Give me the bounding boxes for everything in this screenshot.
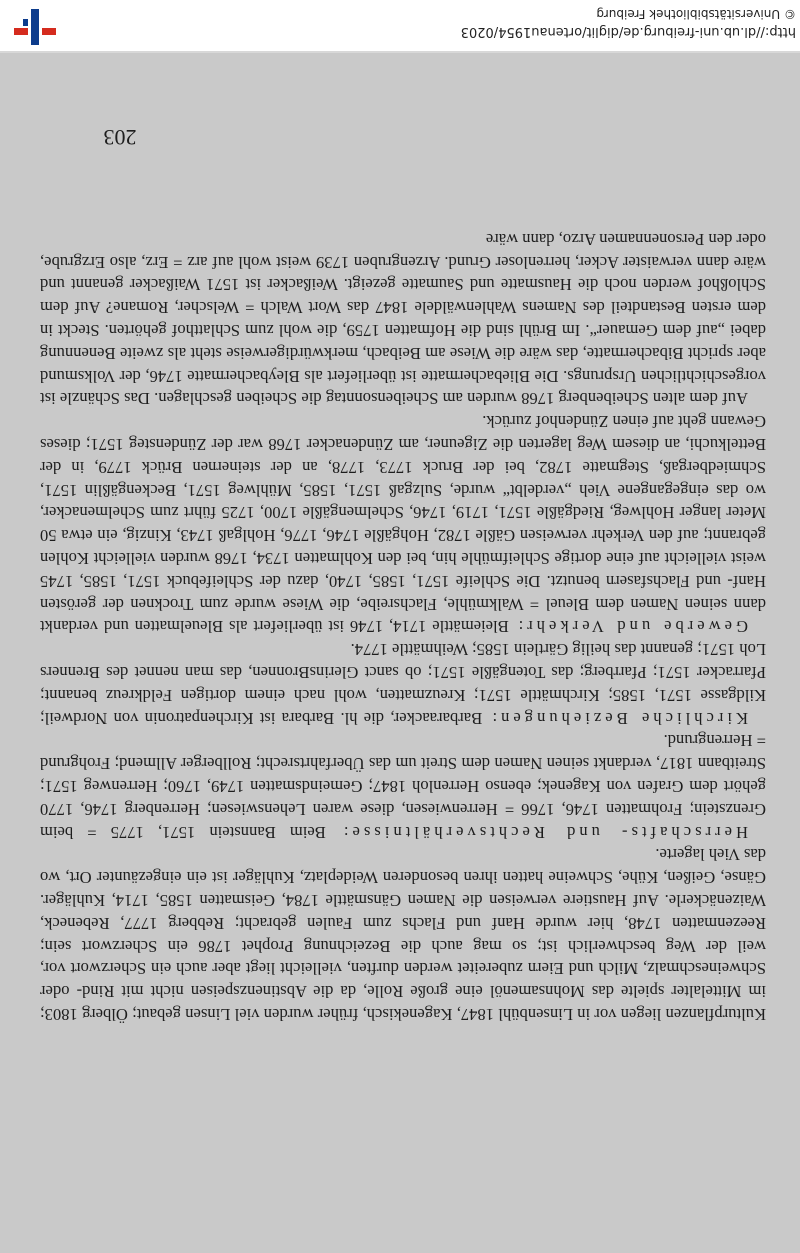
viewer-footer (0, 0, 800, 53)
paragraph-trade (40, 409, 766, 637)
paragraph-text: Beim Bannstein 1571, 1775 = beim Grenzstein; Frohmatten 1746, 1766 = Herrenwiesen, diese waren Lehenswiesen; Herrenberg 1746, 1770 gehört dem Grafen von Kagenek; ebenso Herrenloh 1847; Gemeindsmatten 1749, 1760; Herrenweg 1571; Streitbann 1817, verdankt seinen Namen dem Streit um das Überfahrtsrecht; Rollberger Allmend; Frohgrund = Herrengrund. (39, 731, 766, 842)
document-page (0, 53, 800, 1253)
paragraph-heading: Gewerbe und Verkehr: (514, 617, 748, 637)
paragraph-text: Barbaraacker, die hl. Barbara ist Kirchenpatronin von Nordweil; Kildgasse 1571, 1585; Kirchmättle 1571; Kreuzmatten, wohl nach einem dortigen Feldkreuz benannt; Pfarracker 1571; Pfarrberg; das Totengäßle 1571; ob sanct GlerinsBronnen, das man nennet des Brenners Loh 1571; genannt das heilig Gärtlein 1585; Weihmättle 1774. (40, 640, 766, 728)
source-url[interactable]: http://dl.ub.uni-freiburg.de/diglit/ortenau1954/0203 (460, 24, 796, 39)
paragraph-rights (40, 729, 766, 843)
footer-divider (0, 51, 800, 53)
paragraph-church (40, 637, 766, 728)
paragraph-text: Bleiemättle 1714, 1746 ist überliefert als Bleuelmatten und verdankt dann seinen Namen dem Bleuel = Walkmühle, Flachsreibe, die Wiese wurde zum Trocknen der gerösten Hanf- und Flachsfasern benutzt. Die Schleife 1571, 1585, 1740, dazu der Schleifebuck 1571, 1585, 1745 weist vielleicht auf eine dortige Schleifmühle hin, bei den Kohlmatten 1734, 1768 wurden vielleicht Kohlen gebrannt; auf den Verkehr verweisen Gäßle 1782, Hohgäßle 1746, 1776, Hohlgaß 1743, Kinzig, ein etwa 50 Meter langer Hohlweg, Riedgäßle 1571, 1719, 1746, Schelmengäßle 1700, 1725 führt zum Schelmenacker, wo das eingegangene Vieh „verdelbt“ wurde, Sulzgaß 1571, 1585, Mühlweg 1571, Beckengäßlin 1571, Schmiedbergaß, Stegmatte 1782, bei der Bruck 1773, 1778, an der steinernen Brück 1779, in der Bettelkuchi, an diesem Weg lagerten die Zigeuner, am Zündenacker 1768 war der Zündensteg 1571; dieses Gewann geht auf einen Zündenhof zurück. (39, 412, 766, 637)
paragraph-text: Kulturpflanzen liegen vor in Linsenbühl 1847, Kagenekisch, früher wurden viel Linsen gebaut; Ölberg 1803; im Mittelalter spielte das Mohnsamenöl eine große Rolle, da die Abstinenzspeisen nicht mit Rind- oder Schweineschmalz, Milch und Eiern zubereitet werden durften, vielleicht liegt aber auch ein Scherzwort vor, weil der Weg beschwerlich ist; so mag auch die Bezeichnung Prophet 1786 ein Scherzwort sein; Reezenmatten 1748, hier wurde Hanf und Flachs zum Faulen gebracht; Rebberg 1777, Rebeneck, Waizenäckerle. Auf Haustiere verweisen die Namen Gänsmättle 1784, Geismatten 1585, 1714, Kuhläger. Gänse, Geißen, Kühe, Schweine hatten ihren besonderen Weideplatz, Kuhläger ist ein eingezäunter Ort, wo das Vieh lagerte. (40, 845, 766, 1024)
paragraph-heading: Herrschafts- und Rechtsverhältnisse: (339, 822, 748, 842)
paragraph-heading: Kirchliche Beziehungen: (488, 708, 748, 728)
paragraph-scheibenberg (40, 227, 766, 409)
page-number: 203 (103, 125, 137, 150)
paragraph-crops (40, 843, 766, 1025)
university-library-logo-icon (10, 6, 56, 48)
copyright-notice: © Universitätsbibliothek Freiburg (596, 7, 796, 21)
paragraph-text: Auf dem alten Scheibenberg 1768 wurden am Scheibensonntag die Scheiben geschlagen. Das Schänzle ist vorgeschichtlichen Ursprungs. Die Bliebachermatte ist überliefert als Bleybachermatte 1746, der Volksmund aber spricht Bibachermatte, das wäre die Wiese am Beibach, merkwürdigerweise steht als zweite Benennung dabei „auf dem Gemauer“. Im Brühl sind die Hofmatten 1759, die wohl zum Schlatthof gehörten. Steckt in dem ersten Bestandteil des Namens Wahlenwäldele 1847 das Wort Walch = Welscher, Romane? Auf dem Schloßhof werden noch die Hausmatte und Saumatte gezeigt. Weißacker ist 1571 Waißacker genannt und wäre dann verwaister Acker, herrenloser Grund. Arzengruben 1739 weist wohl auf arz = Erz, also Erzgrube, oder den Personennamen Arzo, dann wäre (40, 229, 766, 409)
body-text (40, 227, 766, 1025)
